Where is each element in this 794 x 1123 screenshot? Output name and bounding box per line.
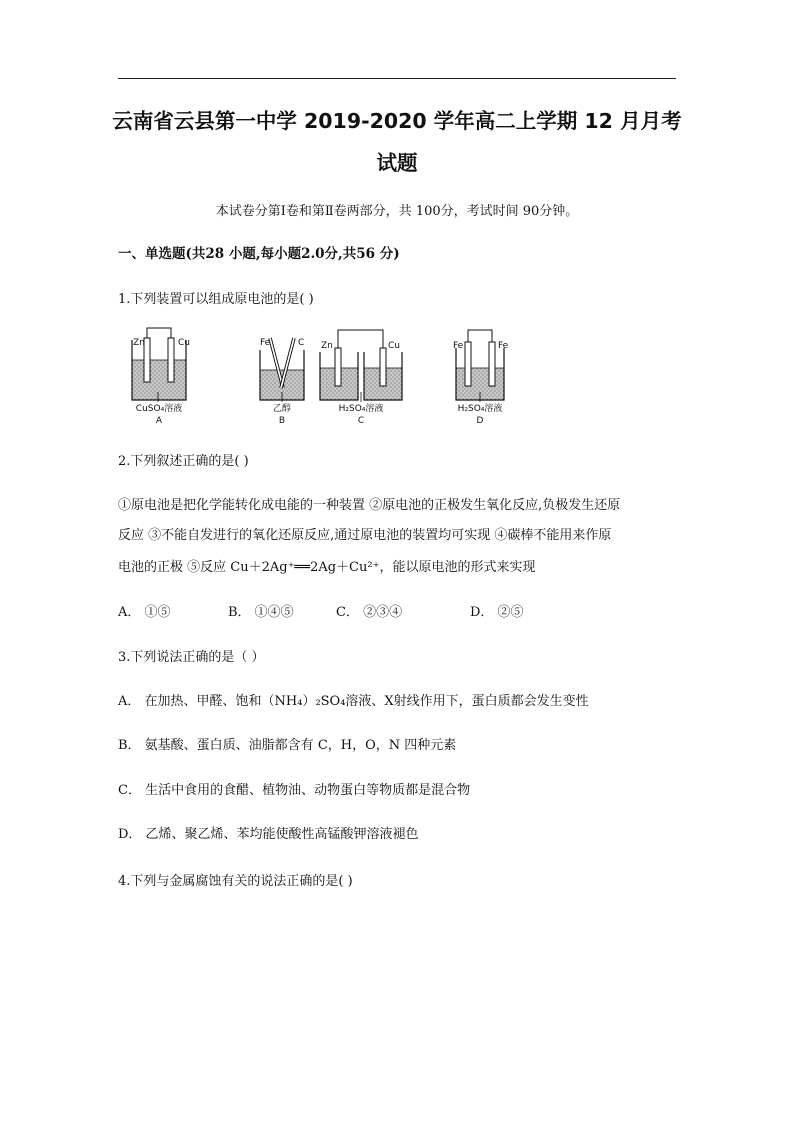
question-2-stem: 2.下列叙述正确的是( )	[118, 454, 249, 469]
apparatus-d-letter: D	[476, 416, 484, 426]
apparatus-d-solution: H₂SO₄溶液	[457, 404, 503, 414]
apparatus-d-right-label: Fe	[498, 341, 509, 351]
question-2-option-c[interactable]: C． ②③④	[336, 605, 403, 620]
apparatus-b	[260, 338, 304, 426]
question-3-option-b[interactable]: B． 氨基酸、蛋白质、油脂都含有 C，H，O，N 四种元素	[118, 738, 457, 753]
question-3-option-d[interactable]: D． 乙烯、聚乙烯、苯均能使酸性高锰酸钾溶液褪色	[118, 827, 419, 842]
apparatus-c-right-label: Cu	[388, 341, 400, 351]
apparatus-c-left-label: Zn	[321, 341, 333, 351]
question-2-statements-line-3: 电池的正极 ⑤反应 Cu＋2Ag⁺══2Ag＋Cu²⁺，能以原电池的形式来实现	[118, 560, 536, 575]
section-heading: 一、单选题(共28 小题,每小题2.0分,共56 分)	[118, 246, 400, 262]
question-2-option-a[interactable]: A． ①⑤	[118, 605, 171, 620]
apparatus-b-letter: B	[278, 416, 286, 426]
question-1-figure	[118, 318, 538, 434]
question-1-stem: 1.下列装置可以组成原电池的是( )	[118, 292, 314, 307]
question-3-option-a[interactable]: A． 在加热、甲醛、饱和（NH₄）₂SO₄溶液、X射线作用下，蛋白质都会发生变性	[118, 694, 589, 709]
question-2-option-b[interactable]: B． ①④⑤	[228, 605, 294, 620]
question-3-option-c[interactable]: C． 生活中食用的食醋、植物油、动物蛋白等物质都是混合物	[118, 783, 471, 798]
apparatus-b-right-label: C	[298, 338, 305, 348]
apparatus-d-left-label: Fe	[453, 341, 464, 351]
exam-intro: 本试卷分第Ⅰ卷和第Ⅱ卷两部分，共 100分，考试时间 90分钟。	[215, 204, 579, 219]
apparatus-b-left-label: Fe	[260, 338, 271, 348]
apparatus-a-solution: CuSO₄溶液	[135, 404, 183, 414]
apparatus-d	[453, 330, 509, 426]
apparatus-a-letter: A	[155, 416, 163, 426]
page-title: 云南省云县第一中学 2019-2020 学年高二上学期 12 月月考	[112, 109, 682, 133]
apparatus-a-left-label: Zn	[133, 338, 145, 348]
apparatus-c-letter: C	[357, 416, 365, 426]
apparatus-c	[320, 330, 402, 426]
page-title-continued: 试题	[376, 151, 418, 175]
apparatus-b-solution: 乙醇	[272, 404, 292, 414]
question-2-statements-line-1: ①原电池是把化学能转化成电能的一种装置 ②原电池的正极发生氧化反应,负极发生还原	[118, 498, 621, 513]
header-rule	[118, 78, 676, 79]
question-2-statements-line-2: 反应 ③不能自发进行的氧化还原反应,通过原电池的装置均可实现 ④碳棒不能用来作原	[118, 528, 612, 543]
question-4-stem: 4.下列与金属腐蚀有关的说法正确的是( )	[118, 874, 353, 889]
apparatus-c-solution: H₂SO₄溶液	[338, 404, 384, 414]
question-2-option-d[interactable]: D． ②⑤	[470, 605, 524, 620]
apparatus-a	[132, 328, 190, 426]
apparatus-a-right-label: Cu	[178, 338, 190, 348]
question-3-stem: 3.下列说法正确的是（ ）	[118, 650, 265, 665]
